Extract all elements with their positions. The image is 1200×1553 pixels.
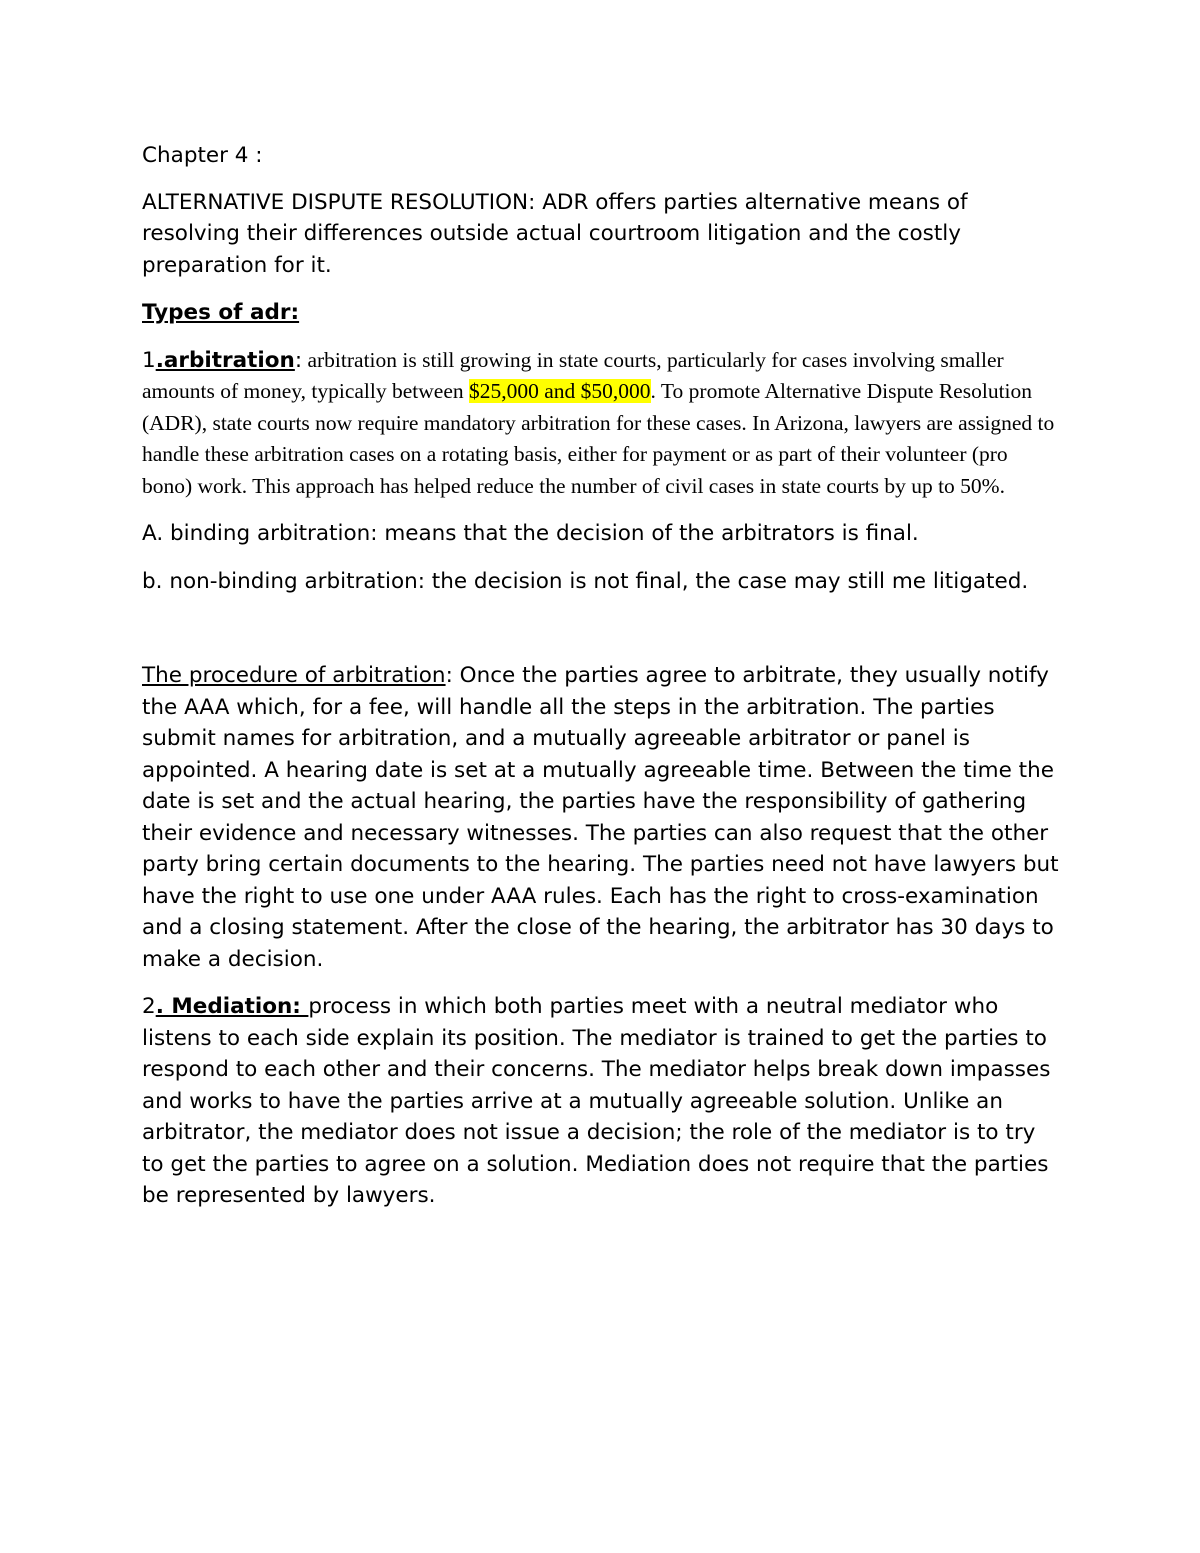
arbitration-paragraph (142, 345, 1062, 503)
binding-arbitration-item: A. binding arbitration: means that the decision of the arbitrators is final. (142, 521, 919, 546)
amount-highlight: $25,000 and $50,000 (469, 379, 651, 403)
mediation-paragraph (142, 991, 1062, 1212)
procedure-paragraph (142, 660, 1062, 975)
arbitration-number: 1 (142, 347, 156, 373)
arbitration-text-after: . To promote Alternative Dispute Resolution (ADR), state courts now require mandatory arbitration for these cases. In Arizona, lawyers are assigned to handle these arbitration cases on a rotating basis, either for payment or as part of their volunteer (pro bono) work. This approach has helped reduce the number of civil cases in state courts by up to 50%. (142, 379, 1055, 498)
arbitration-colon: : (294, 347, 303, 373)
types-heading: Types of adr: (142, 300, 300, 325)
chapter-title: Chapter 4 : (142, 143, 263, 168)
procedure-text: : Once the parties agree to arbitrate, they usually notify the AAA which, for a fee, will handle all the steps in the arbitration. The parties submit names for arbitration, and a mutually agreeable arbitrator or panel is appointed. A hearing date is set at a mutually agreeable time. Between the time the date is set and the actual hearing, the parties have the responsibility of gathering their evidence and necessary witnesses. The parties can also request that the other party bring certain documents to the hearing. The parties need not have lawyers but have the right to use one under AAA rules. Each has the right to cross-examination and a closing statement. After the close of the hearing, the arbitrator has 30 days to make a decision. (142, 663, 1059, 972)
adr-intro-paragraph: ALTERNATIVE DISPUTE RESOLUTION: ADR offers parties alternative means of resolving their differences outside actual courtroom litigation and the costly preparation for it. (142, 189, 968, 278)
document-page (142, 140, 1062, 1212)
mediation-number: 2 (142, 994, 156, 1019)
mediation-term: . Mediation: (155, 994, 309, 1019)
mediation-text: process in which both parties meet with a neutral mediator who listens to each side explain its position. The mediator is trained to get the parties to respond to each other and their concerns. The mediator helps break down impasses and works to have the parties arrive at a mutually agreeable solution. Unlike an arbitrator, the mediator does not issue a decision; the role of the mediator is to try to get the parties to agree on a solution. Mediation does not require that the parties be represented by lawyers. (142, 994, 1051, 1208)
procedure-heading: The procedure of arbitration (142, 663, 446, 688)
non-binding-arbitration-item: b. non-binding arbitration: the decision is not final, the case may still me litigated. (142, 568, 1029, 594)
arbitration-term: .arbitration (155, 347, 295, 373)
arbitration-text-before: arbitration is still growing in state courts, particularly for cases involving smaller amounts of money, typically between (142, 347, 1004, 403)
